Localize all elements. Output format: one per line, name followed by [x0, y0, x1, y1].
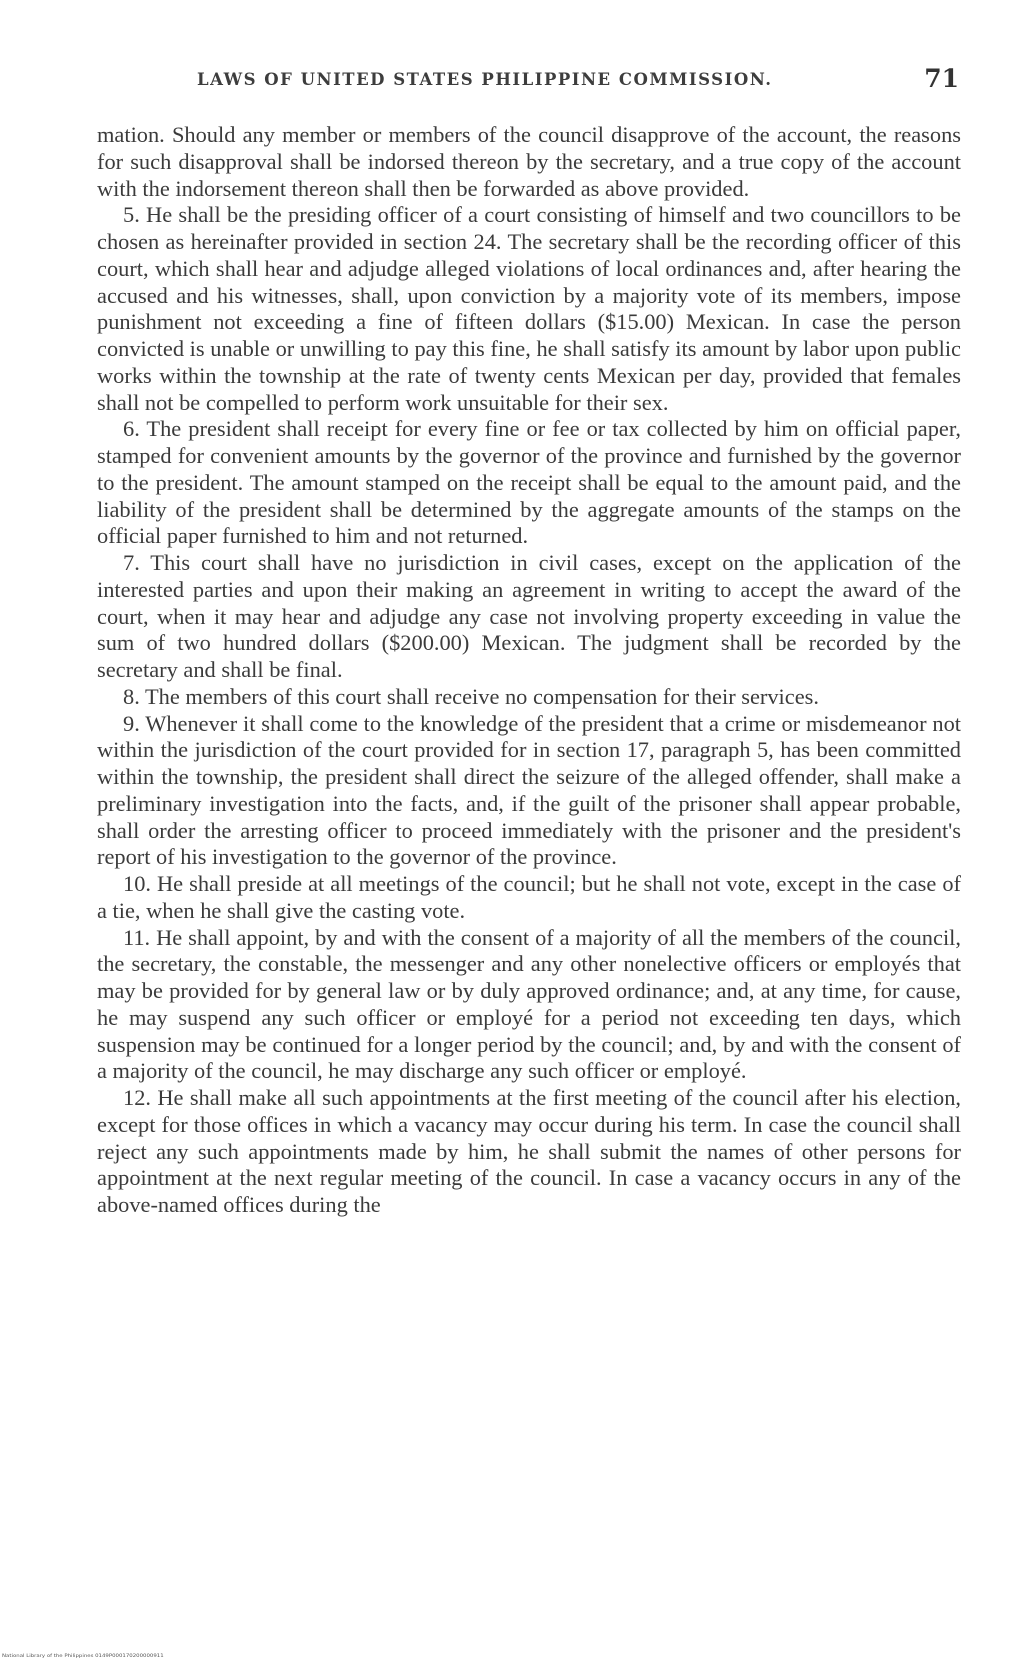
page-header	[97, 66, 961, 100]
paragraph-6: 6. The president shall receipt for every fine or fee or tax collected by him on official paper, stamped for convenient amounts by the governor of the province and furnished by the governor to the president. The amount stamped on the receipt shall be equal to the amount paid, and the liability of the president shall be determined by the aggregate amounts of the stamps on the official paper furnished to him and not returned.	[97, 416, 961, 549]
paragraph-continuation: mation. Should any member or members of the council disapprove of the account, the reasons for such disapproval shall be indorsed thereon by the secretary, and a true copy of the account with the indorsement thereon shall then be forwarded as above provided.	[97, 122, 961, 201]
running-head: LAWS OF UNITED STATES PHILIPPINE COMMISSION.	[197, 70, 773, 89]
paragraph-10: 10. He shall preside at all meetings of the council; but he shall not vote, except in the case of a tie, when he shall give the casting vote.	[97, 871, 961, 923]
page-number: 71	[924, 64, 959, 93]
paragraph-5: 5. He shall be the presiding officer of a court consisting of himself and two councillors to be chosen as hereinafter provided in section 24. The secretary shall be the recording officer of this court, which shall hear and adjudge alleged violations of local ordinances and, after hearing the accused and his witnesses, shall, upon conviction by a majority vote of its members, impose punishment not exceeding a fine of fifteen dollars ($15.00) Mexican. In case the person convicted is unable or unwilling to pay this fine, he shall satisfy its amount by labor upon public works within the township at the rate of twenty cents Mexican per day, provided that females shall not be compelled to perform work unsuitable for their sex.	[97, 202, 961, 415]
paragraph-8: 8. The members of this court shall receive no compensation for their services.	[123, 683, 819, 709]
paragraph-7: 7. This court shall have no jurisdiction in civil cases, except on the application of the interested parties and upon their making an agreement in writing to accept the award of the court, when it may hear and adjudge any case not involving property exceeding in value the sum of two hundred dollars ($200.00) Mexican. The judgment shall be recorded by the secretary and shall be final.	[97, 550, 961, 682]
body-text	[97, 122, 961, 1219]
footer-note: National Library of the Philippines 0149P000170200000911	[2, 1654, 164, 1659]
paragraph-12: 12. He shall make all such appointments at the first meeting of the council after his election, except for those offices in which a vacancy may occur during his term. In case the council shall reject any such appointments made by him, he shall submit the names of other persons for appointment at the next regular meeting of the council. In case a vacancy occurs in any of the above-named offices during the	[97, 1085, 961, 1217]
paragraph-11: 11. He shall appoint, by and with the consent of a majority of all the members of the council, the secretary, the constable, the messenger and any other nonelective officers or employés that may be provided for by general law or by duly approved ordinance; and, at any time, for cause, he may suspend any such officer or employé for a period not exceeding ten days, which suspension may be continued for a longer period by the council; and, by and with the consent of a majority of the council, he may discharge any such officer or employé.	[97, 924, 961, 1084]
paragraph-9: 9. Whenever it shall come to the knowledge of the president that a crime or misdemeanor not within the jurisdiction of the court provided for in section 17, paragraph 5, has been committed within the township, the president shall direct the seizure of the alleged offender, shall make a preliminary investigation into the facts, and, if the guilt of the prisoner shall appear probable, shall order the arresting officer to proceed immediately with the prisoner and the president's report of his investigation to the governor of the province.	[97, 710, 961, 870]
